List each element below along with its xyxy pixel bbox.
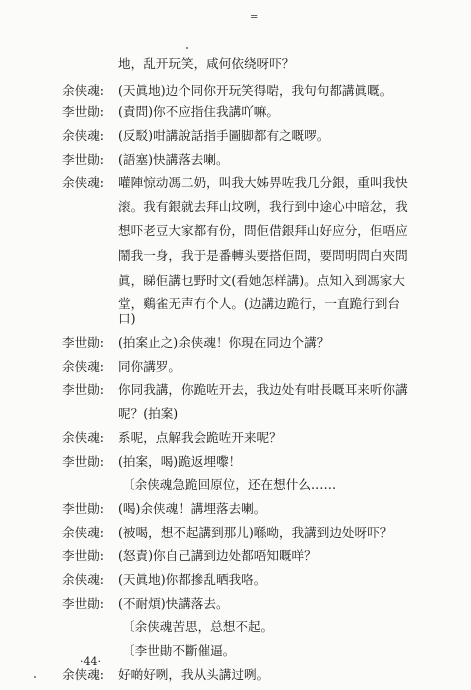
dialogue-text: (責問)你不应指住我講吖嘛。 (118, 104, 279, 119)
dialogue-line (0, 427, 471, 449)
dialogue-text: 想吓老豆大家都有份，問佢借銀拜山好应分，佢唔应 (118, 223, 408, 238)
dialogue-line (0, 125, 471, 147)
speaker-name: 余侠魂: (62, 572, 105, 587)
speaker-name: 李世勛: (62, 595, 105, 611)
dialogue-text: 你同我講，你跪咗开去，我边处有咁長嘅耳来听你講 (118, 382, 408, 398)
speaker-name: 李世勛: (62, 500, 105, 516)
dialogue-line (0, 616, 471, 638)
dialogue-line (0, 545, 471, 567)
dialogue-line (0, 664, 471, 686)
dialogue-line (0, 101, 471, 123)
speaker-name: 李世勛: (62, 335, 105, 350)
dialogue-text: 好啲好咧，我从头講过咧。 (118, 666, 270, 682)
dialogue-line (0, 332, 471, 354)
dialogue-line (0, 196, 471, 218)
dialogue-line (0, 498, 471, 520)
dialogue-text: 同你講罗。 (118, 358, 181, 374)
dialogue-line (0, 172, 471, 194)
dialogue-line (0, 80, 471, 102)
print-speck (34, 676, 36, 678)
page-number: ·44· (80, 655, 101, 668)
dialogue-line (0, 522, 471, 544)
dialogue-line (0, 403, 471, 425)
speaker-name: 余侠魂: (62, 524, 105, 540)
dialogue-text: 〔余侠魂急跪回原位，还在想什么…… (122, 477, 337, 493)
dialogue-line (0, 245, 471, 267)
dialogue-text: (反駁)咁講說話指手圖脚都有之嘅啰。 (118, 128, 330, 143)
speaker-name: 李世勛: (62, 152, 105, 167)
dialogue-text: 〔李世勛不斷催逼。 (122, 643, 236, 659)
speaker-name: 李世勛: (62, 104, 105, 119)
dialogue-text: (怒責)你自己講到边处都唔知嘅咩？ (118, 548, 317, 564)
speaker-name: 余侠魂: (62, 666, 105, 682)
dialogue-text: 地，乱开玩笑，咸何依绕呀吓？ (118, 56, 295, 71)
dialogue-text: 滚。我有銀就去拜山坟咧，我行到中途心中暗忿，我 (118, 199, 408, 214)
speaker-name: 余侠魂: (62, 128, 105, 143)
dialogue-line (0, 220, 471, 242)
dialogue-text: (喝)余侠魂！講埋落去喇。 (118, 500, 267, 516)
dialogue-line (0, 593, 471, 615)
dialogue-line (0, 270, 471, 292)
dialogue-line (0, 53, 471, 75)
dialogue-text: (拍案，喝)跪返埋嚟！ (118, 453, 242, 469)
dialogue-text: 眞，睇佢講乜野时文(看她怎样講)。点知入到馮家大 (118, 273, 405, 288)
dialogue-text: 嚾陣惊动馮二奶，叫我大姊畀咗我几分銀，重叫我快 (118, 175, 408, 190)
speaker-name: 李世勛: (62, 548, 105, 564)
dialogue-text: 呢？(拍案) (118, 406, 179, 422)
speaker-name: 余侠魂: (62, 83, 105, 98)
speaker-name: 余侠魂: (62, 429, 105, 445)
speaker-name: 李世勛: (62, 382, 105, 398)
dialogue-line (0, 474, 471, 496)
dialogue-line (0, 356, 471, 378)
dialogue-text: (拍案止之)余侠魂！你現在同边个講？ (118, 335, 330, 350)
dialogue-text: (不耐煩)快講落去。 (118, 595, 229, 611)
dialogue-text: 口) (118, 311, 136, 326)
dialogue-line (0, 308, 471, 330)
page-top-mark: = (250, 12, 259, 23)
dialogue-text: (語塞)快講落去喇。 (118, 152, 229, 167)
dialogue-line (0, 640, 471, 662)
dialogue-line (0, 569, 471, 591)
dialogue-text: 〔余侠魂苦思，总想不起。 (122, 619, 274, 635)
dialogue-text: (天眞地)你都摻乱晒我咯。 (118, 572, 267, 587)
dialogue-text: 系呢，点解我会跪咗开来呢？ (118, 429, 282, 445)
dialogue-text: (天眞地)边个同你开玩笑得啱，我句句都講眞嘅。 (118, 83, 393, 98)
dialogue-line (0, 149, 471, 171)
dialogue-text: 鬧我一身，我于是番轉头要搭佢問，要問明問白夾問 (118, 248, 408, 263)
dialogue-text: 堂，鷄雀无声冇个人。(边講边跪行，一直跪行到台 (118, 296, 400, 311)
dialogue-line (0, 379, 471, 401)
speaker-name: 余侠魂: (62, 175, 105, 190)
print-speck (186, 47, 188, 49)
speaker-name: 李世勛: (62, 453, 105, 469)
dialogue-line (0, 451, 471, 473)
speaker-name: 余侠魂: (62, 358, 105, 374)
dialogue-text: (被喝，想不起講到那儿)喺呦，我講到边处呀吓？ (118, 524, 393, 540)
